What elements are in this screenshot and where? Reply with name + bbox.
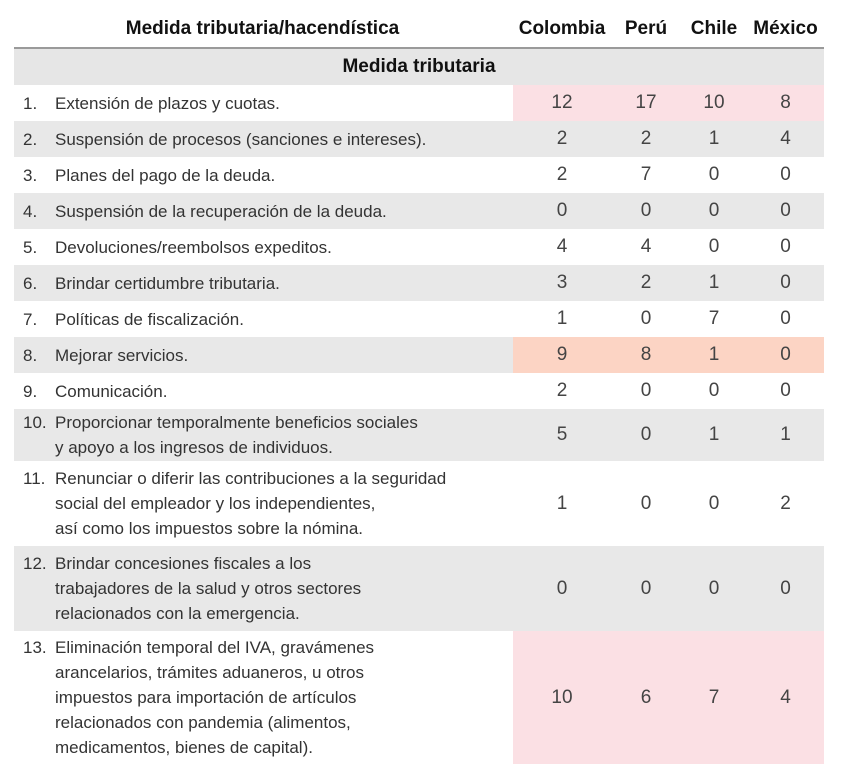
row-text-line: impuestos para importación de artículos	[55, 688, 357, 707]
value-mexico: 0	[780, 308, 791, 329]
value-mexico: 8	[747, 85, 824, 121]
row-text: Extensión de plazos y cuotas.	[55, 93, 280, 113]
measure-cell	[14, 631, 513, 764]
value-chile: 0	[708, 492, 720, 514]
row-text-line: relacionados con la emergencia.	[55, 604, 300, 623]
value-peru: 2	[611, 265, 681, 301]
header-row	[14, 10, 824, 48]
table-row	[14, 546, 824, 631]
measure-cell	[14, 229, 513, 265]
value-peru: 17	[611, 85, 681, 121]
row-index: 3.	[23, 165, 38, 185]
row-text-line: Brindar concesiones fiscales a los	[55, 554, 312, 573]
row-text-line: Renunciar o diferir las contribuciones a la seguridad	[55, 469, 447, 488]
value-peru: 0	[640, 492, 652, 514]
value-peru: 0	[640, 380, 652, 401]
value-chile: 1	[681, 265, 747, 301]
value-colombia: 2	[513, 121, 611, 157]
table-row	[14, 301, 824, 337]
row-text-line: así como los impuestos sobre la nómina.	[55, 519, 364, 538]
value-mexico: 0	[747, 193, 824, 229]
value-chile: 0	[681, 546, 747, 631]
value-colombia: 3	[513, 265, 611, 301]
value-chile: 1	[681, 409, 747, 461]
value-peru: 4	[640, 236, 652, 257]
table-row	[14, 337, 824, 373]
value-mexico: 0	[747, 337, 824, 373]
value-peru: 0	[611, 546, 681, 631]
value-peru: 7	[640, 164, 652, 185]
value-colombia: 9	[513, 337, 611, 373]
measure-cell	[14, 337, 513, 373]
row-text-line: trabajadores de la salud y otros sectores	[55, 579, 362, 598]
value-colombia: 1	[556, 492, 568, 514]
measure-cell	[14, 85, 513, 121]
value-chile: 10	[681, 85, 747, 121]
value-mexico: 4	[747, 121, 824, 157]
header-chile: Chile	[681, 10, 747, 48]
row-text: Brindar certidumbre tributaria.	[55, 273, 280, 293]
row-text	[55, 466, 512, 541]
value-chile: 7	[708, 308, 720, 329]
value-mexico: 4	[747, 631, 824, 764]
value-colombia: 2	[556, 164, 568, 185]
value-chile: 0	[708, 164, 720, 185]
value-chile: 0	[681, 193, 747, 229]
value-colombia: 0	[513, 193, 611, 229]
row-index: 2.	[23, 129, 38, 149]
table-row	[14, 193, 824, 229]
value-chile: 0	[708, 380, 720, 401]
value-mexico: 0	[780, 380, 791, 401]
value-peru: 0	[640, 308, 652, 329]
row-index: 9.	[23, 381, 38, 401]
value-peru: 6	[611, 631, 681, 764]
value-mexico: 0	[780, 164, 791, 185]
row-text	[55, 635, 512, 760]
row-text-line: Proporcionar temporalmente beneficios sociales	[55, 413, 418, 432]
row-text	[55, 551, 512, 626]
table-row	[14, 157, 824, 193]
value-mexico: 2	[780, 492, 791, 514]
table-row	[14, 229, 824, 265]
value-chile: 7	[681, 631, 747, 764]
table-row	[14, 631, 824, 764]
row-text-line: Eliminación temporal del IVA, gravámenes	[55, 638, 375, 657]
table-row	[14, 121, 824, 157]
table-row	[14, 373, 824, 409]
value-colombia: 12	[513, 85, 611, 121]
table-row	[14, 85, 824, 121]
value-colombia: 0	[513, 546, 611, 631]
table-row	[14, 461, 824, 546]
table-row	[14, 409, 824, 461]
header-measure: Medida tributaria/hacendística	[14, 10, 513, 48]
measure-cell	[14, 193, 513, 229]
row-text-line: y apoyo a los ingresos de individuos.	[55, 438, 333, 457]
value-chile: 0	[708, 236, 720, 257]
value-peru: 0	[611, 193, 681, 229]
measure-cell	[14, 301, 513, 337]
row-index: 12.	[23, 554, 47, 573]
row-index: 1.	[23, 93, 38, 113]
row-index: 7.	[23, 309, 38, 329]
row-index: 8.	[23, 345, 38, 365]
value-mexico: 0	[747, 546, 824, 631]
value-colombia: 2	[556, 380, 568, 401]
row-text: Suspensión de procesos (sanciones e intereses).	[55, 129, 427, 149]
value-mexico: 0	[780, 236, 791, 257]
value-colombia: 1	[556, 308, 568, 329]
value-colombia: 4	[556, 236, 568, 257]
row-index: 11.	[23, 469, 46, 488]
row-index: 6.	[23, 273, 38, 293]
section-row	[14, 48, 824, 85]
row-index: 10.	[23, 413, 47, 432]
row-text: Comunicación.	[55, 381, 168, 401]
row-index: 4.	[23, 201, 38, 221]
value-mexico: 1	[747, 409, 824, 461]
measure-cell	[14, 157, 513, 193]
value-mexico: 0	[747, 265, 824, 301]
row-text-line: medicamentos, bienes de capital).	[55, 738, 313, 757]
value-colombia: 5	[513, 409, 611, 461]
measure-cell	[14, 461, 513, 546]
measure-cell	[14, 265, 513, 301]
header-peru: Perú	[611, 10, 681, 48]
value-peru: 2	[611, 121, 681, 157]
value-colombia: 10	[513, 631, 611, 764]
row-text: Suspensión de la recuperación de la deuda.	[55, 201, 387, 221]
tax-measures-table	[14, 10, 824, 764]
measure-cell	[14, 373, 513, 409]
row-text: Mejorar servicios.	[55, 345, 189, 365]
value-chile: 1	[681, 337, 747, 373]
row-text	[55, 410, 512, 460]
table-row	[14, 265, 824, 301]
row-index: 13.	[23, 638, 47, 657]
measure-cell	[14, 409, 513, 461]
row-text-line: social del empleador y los independientes,	[55, 494, 376, 513]
value-peru: 0	[611, 409, 681, 461]
row-text: Planes del pago de la deuda.	[55, 165, 276, 185]
header-colombia: Colombia	[513, 10, 611, 48]
header-mexico: México	[747, 10, 824, 48]
row-text: Políticas de fiscalización.	[55, 309, 244, 329]
value-peru: 8	[611, 337, 681, 373]
row-text-line: relacionados con pandemia (alimentos,	[55, 713, 351, 732]
value-chile: 1	[681, 121, 747, 157]
section-title: Medida tributaria	[14, 48, 824, 85]
row-text: Devoluciones/reembolsos expeditos.	[55, 237, 332, 257]
row-text-line: arancelarios, trámites aduaneros, u otros	[55, 663, 364, 682]
measure-cell	[14, 546, 513, 631]
row-index: 5.	[23, 237, 38, 257]
measure-cell	[14, 121, 513, 157]
